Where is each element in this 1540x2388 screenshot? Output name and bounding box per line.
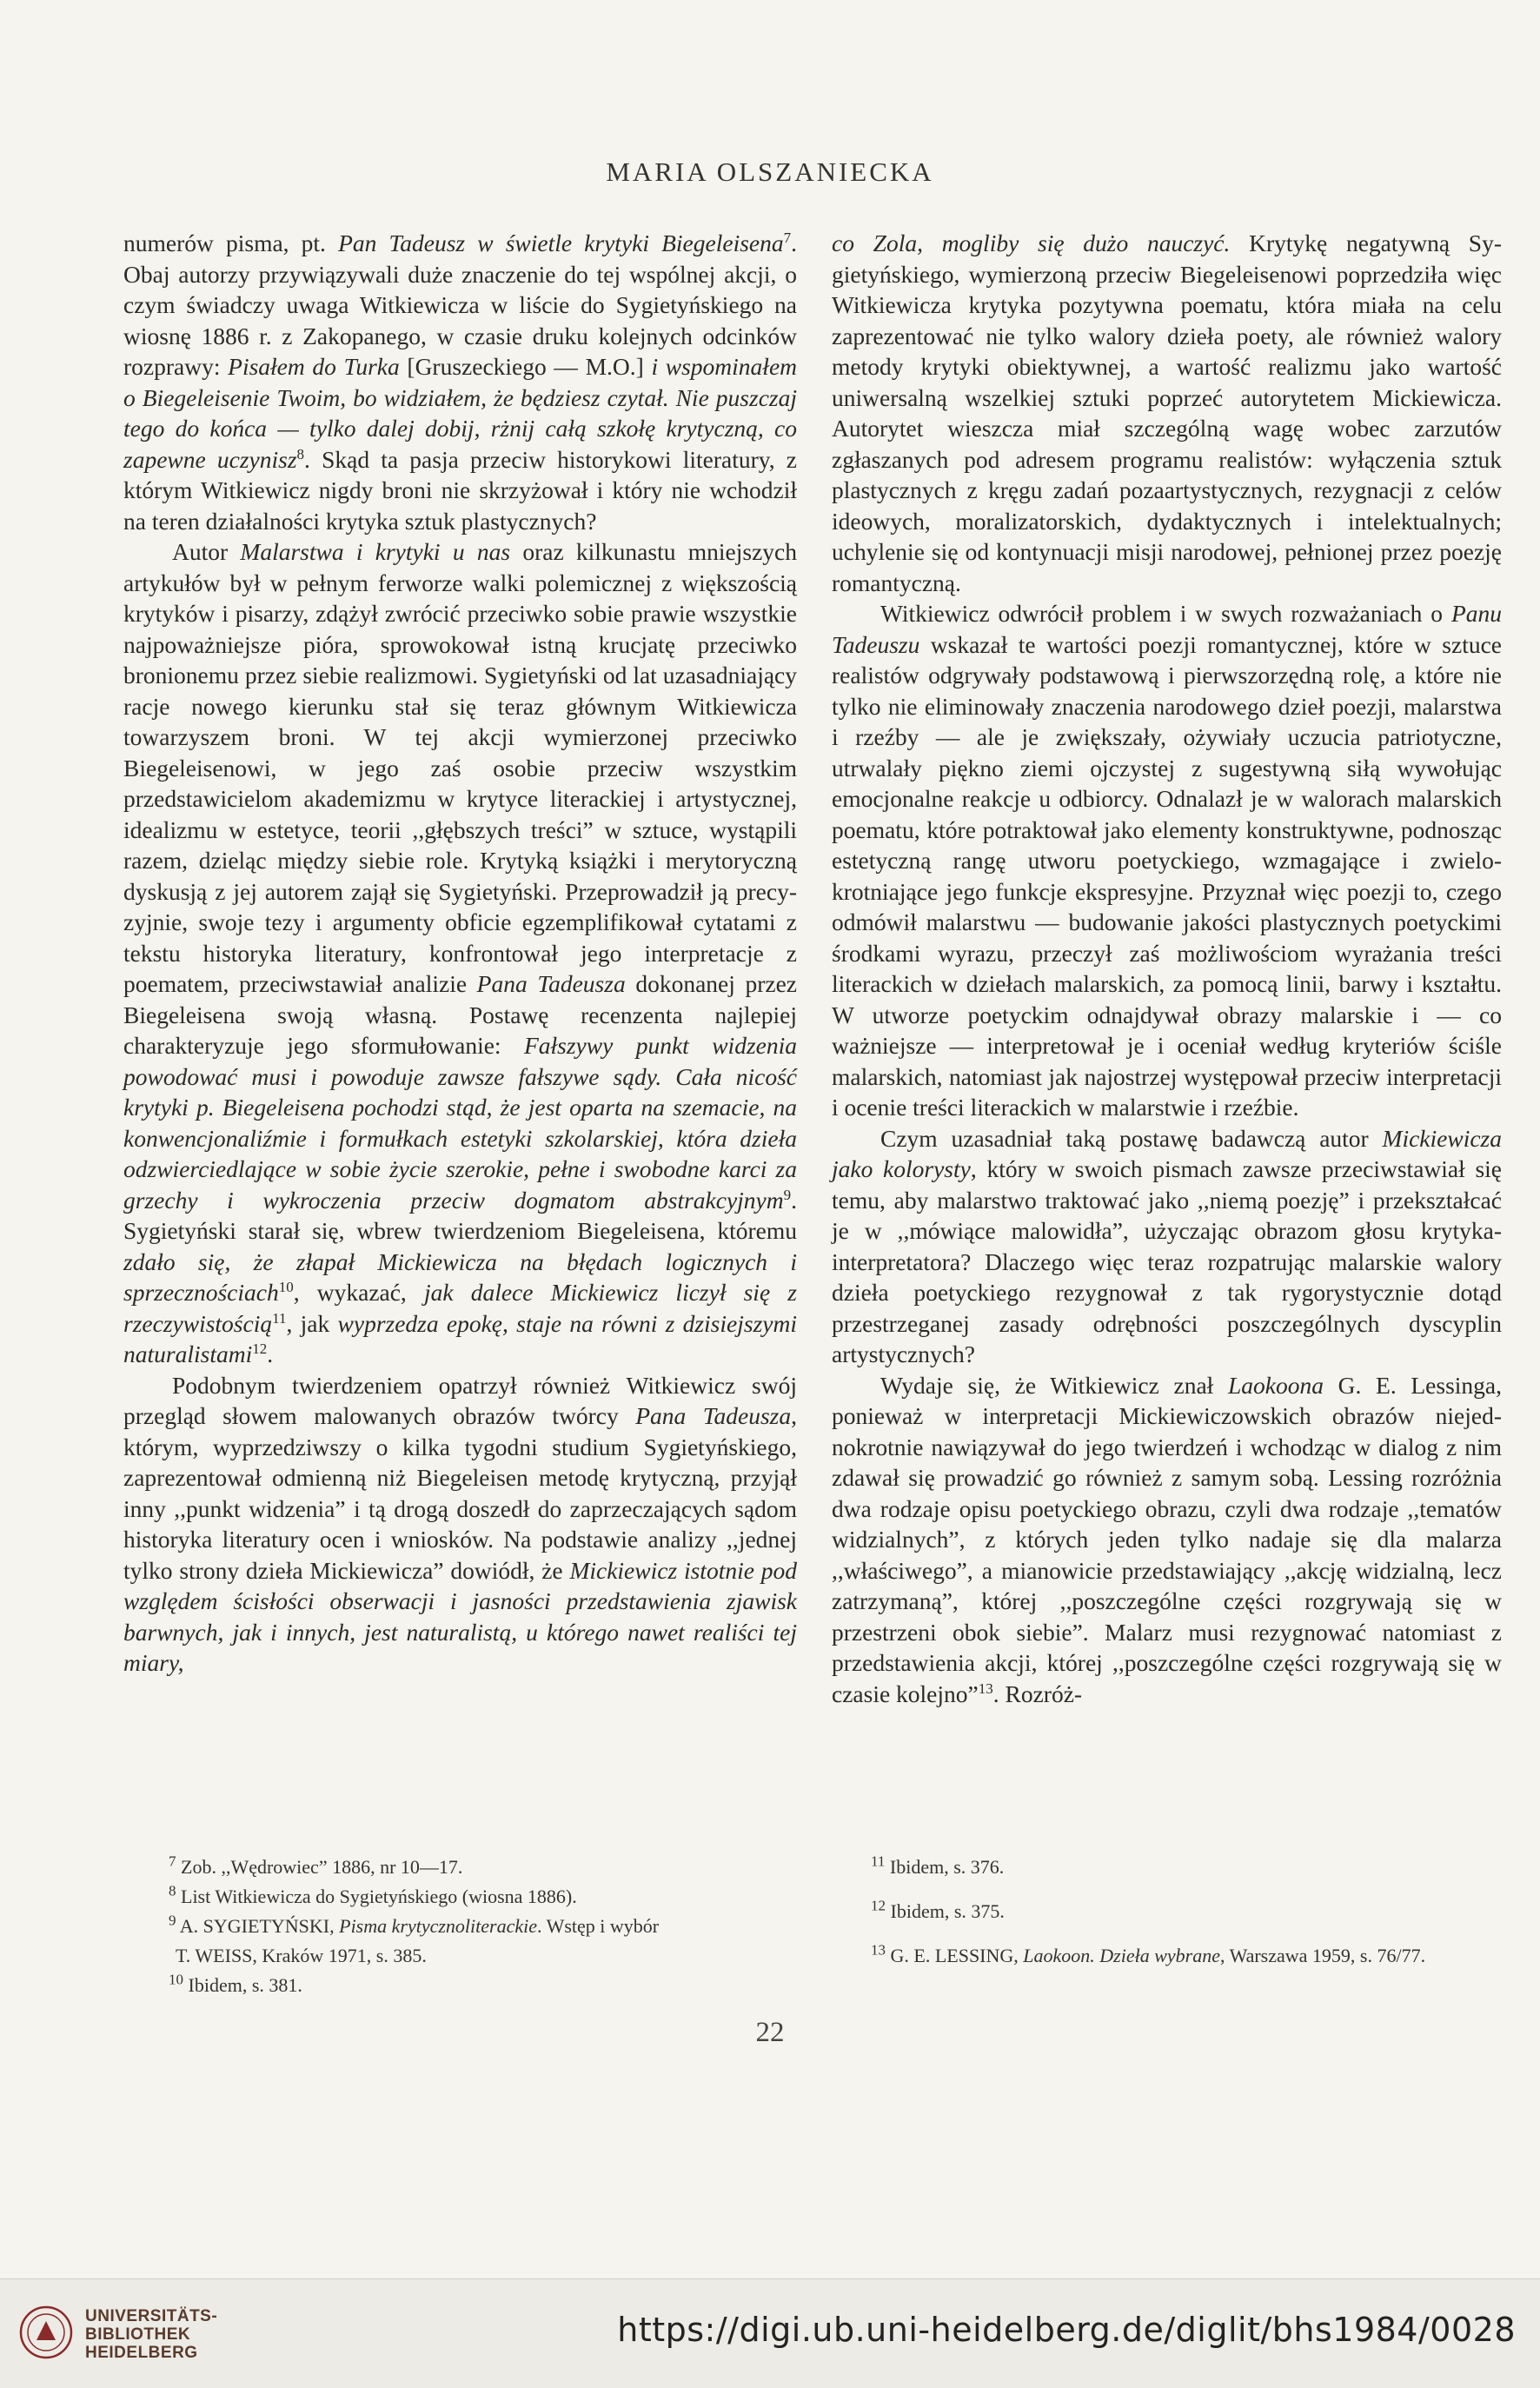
paragraph: co Zola, mogliby się dużo nauczyć. Krytykę negatywną Sygietyńskiego, wymierzoną przeciw Biegeleisenowi poprzedziła więc Witkiewicza krytyka pozytywna poematu, która miała na celu zaprezentować nie tylko walory dzieła poety, ale również walory metody krytyki obiektywnej, a wartość realizmu jako wartość uniwersalną wszelkiej sztuki poprzeć autorytetem Mickiewicza. Autorytet wieszcza miał szczególną wagę wobec zarzutów zgłaszanych pod adresem programu realistów: wyłączenia sztuk plastycznych z kręgu zadań pozaartystycznych, rezygnacji z celów ideowych, moralizatorskich, dydaktycznych i intelektualnych; uchylenie się od kontynuacji misji narodowej, pełnionej przez poezję romantyczną.	[832, 229, 1502, 596]
footnotes-left	[123, 1854, 784, 2002]
footnote: T. WEISS, Kraków 1971, s. 385.	[176, 1945, 427, 1966]
paragraph: Czym uzasadniał taką postawę badawczą autor Mickiewicza jako kolorysty, który w swoich pismach zawsze przeciwstawiał się temu, aby malarstwo traktować jako ,,niemą poezję” i przekształcać je w ,,mówiące malowidła”, użyczając obrazom głosu krytyka-interpretatora? Dlaczego więc teraz rozpatrując malarskie walory dzieła poetyckiego rezygnował z tak rygorystycznie dotąd przestrzeganej zasady odrębności poszczególnych dyscyplin artystycznych?	[832, 1124, 1502, 1367]
footnote: $^9$ A. SYGIETYŃSKI, Pisma krytycznoliterackie. Wstęp i wybór	[169, 1912, 660, 1937]
footnote: $^{12}$ Ibidem, s. 375.	[871, 1897, 1005, 1922]
library-name	[85, 2307, 217, 2362]
footnote: $^7$ Zob. ,,Wędrowiec” 1886, nr 10—17.	[169, 1853, 463, 1878]
right-column	[832, 228, 1502, 1709]
footnote: $^{13}$ G. E. LESSING, Laokoon. Dzieła wybrane, Warszawa 1959, s. 76/77.	[871, 1941, 1426, 1966]
paragraph: Podobnym twierdzeniem opatrzył również Witkiewicz swój przegląd słowem malowanych obrazów twórcy Pana Tadeusza, którym, wyprzedziwszy o kilka tygodni studium Sygietyńskiego, zaprezentował odmienną niż Biegeleisen metodę krytyczną, przyjął inny ,,punkt widzenia” i tą drogą doszedł do zaprzeczających sądom historyka literatury ocen i wniosków. Na podstawie analizy ,,jednej tylko strony dzieła Mickiewicza” dowiódł, że Mickiewicz istotnie pod względem ścisłości obserwacji i jasności przedstawienia zjawisk barwnych, jak i innych, jest naturalistą, u którego nawet realiści tej miary,	[123, 1371, 797, 1676]
paragraph: numerów pisma, pt. Pan Tadeusz w świetle krytyki Biegeleisena$^7$. Obaj autorzy przywiązywali duże znaczenie do tej wspólnej akcji, o czym świadczy uwaga Witkiewicza w liście do Sygietyńskiego na wiosnę 1886 r. z Zakopanego, w czasie druku kolejnych odcinków rozprawy: Pisałem do Turka [Gruszeckiego — M.O.] i wspominałem o Biegeleisenie Twoim, bo widziałem, że będziesz czytał. Nie puszczaj tego do końca — tylko dalej dobij, rżnij całą szkołę krytyczną, co zapewne uczynisz$^8$. Skąd ta pasja przeciw historykowi literatury, z którym Witkiewicz nigdy broni nie skrzyżował i który nie wchodził na teren działalności krytyka sztuk plastycznych?	[123, 229, 798, 535]
page-number: 22	[755, 2017, 785, 2048]
footnote: $^{11}$ Ibidem, s. 376.	[871, 1853, 1005, 1878]
permalink-url[interactable]: https://digi.ub.uni-heidelberg.de/diglit/bhs1984/0028	[617, 2311, 1516, 2349]
seal-icon	[19, 2305, 73, 2364]
library-name-line: BIBLIOTHEK	[85, 2325, 191, 2344]
viewer-footer	[0, 2278, 1540, 2388]
running-header: MARIA OLSZANIECKA	[606, 156, 934, 187]
footnotes-right	[871, 1853, 1495, 1987]
footnote: $^8$ List Witkiewicza do Sygietyńskiego (wiosna 1886).	[169, 1882, 577, 1907]
library-name-line: UNIVERSITÄTS-	[85, 2307, 218, 2325]
paragraph: Wydaje się, że Witkiewicz znał Laokoona G. E. Lessinga, ponieważ w interpretacji Mickiewiczowskich obrazów niejednokrotnie nawiązywał do jego twierdzeń i wchodząc w dialog z nim zdawał się prowadzić go również z samym sobą. Lessing rozróżnia dwa rodzaje opisu poetyckiego obrazu, czyli dwa rodzaje ,,tematów widzialnych”, z których jeden tylko nadaje się dla malarza ,,właściwego”, a mianowicie przedstawiający ,,akcję widzialną, lecz zatrzymaną”, której ,,poszczególne części rozgrywają się w przestrzeni obok siebie”. Malarz musi rezygnować natomiast z przedstawienia akcji, której ,,poszczególne części rozgrywają się w czasie kolejno”$^{13}$. Rozróż-	[832, 1371, 1502, 1707]
library-logo[interactable]	[19, 2305, 217, 2364]
footnote: $^{10}$ Ibidem, s. 381.	[169, 1971, 302, 1996]
left-column	[123, 228, 797, 1679]
paragraph: Autor Malarstwa i krytyki u nas oraz kilkunastu mniejszych artykułów był w pełnym ferworze walki polemicznej z większością krytyków i pisarzy, zdążył zwrócić przeciwko sobie prawie wszystkie najpoważniejsze pióra, sprowokował istną krucjatę przeciwko bronionemu przez siebie realizmowi. Sygietyński od lat uzasadniający racje nowego kierunku stał się teraz głównym Witkiewicza towarzyszem broni. W tej akcji wymierzonej przeciwko Biegeleisenowi, w jego zaś osobie przeciw wszystkim przedstawicielom akademizmu w krytyce literackiej i artystycznej, idealizmu w estetyce, teorii ,,głębszych treści” w sztuce, wystąpili razem, dzieląc między siebie role. Krytyką książki i merytoryczną dyskusją z jej autorem zajął się Sygietyński. Przeprowadził ją precyzyjnie, swoje tezy i argumenty obficie egzemplifikował cytatami z tekstu historyka literatury, konfrontował jego interpretacje z poematem, przeciwstawiał analizie Pana Tadeusza dokonanej przez Biegeleisena swoją własną. Postawę recenzenta najlepiej charakteryzuje jego sformułowanie: Fałszywy punkt widzenia powodować musi i powoduje zawsze fałszywe sądy. Cała nicość krytyki p. Biegeleisena pochodzi stąd, że jest oparta na szemacie, na konwencjonaliźmie i formułkach estetyki szkolarskiej, która dzieła odzwierciedlające w sobie życie szerokie, pełne i swobodne karci za grzechy i wykroczenia przeciw dogmatom abstrakcyjnym$^9$. Sygietyński starał się, wbrew twierdzeniom Biegeleisena, któremu zdało się, że złapał Mickiewicza na błędach logicznych i sprzecznościach$^{10}$, wykazać, jak dalece Mickiewicz liczył się z rzeczywistością$^{11}$, jak wyprzedza epokę, staje na równi z dzisiejszymi naturalistami$^{12}$.	[123, 538, 797, 1367]
library-name-line: HEIDELBERG	[85, 2344, 198, 2362]
paragraph: Witkiewicz odwrócił problem i w swych rozważaniach o Panu Tadeuszu wskazał te wartości poezji romantycznej, które w sztuce realistów odgrywały podstawową i pierwszorzędną rolę, a które nie tylko nie eliminowały znaczenia narodowego dzieł poezji, malarstwa i rzeźby — ale je zwiększały, ożywiały uczucia patriotyczne, utrwalały piękno ziemi ojczystej z sugestywną siłą wywołując emocjonalne reakcje u odbiorcy. Odnalazł je w walorach malarskich poematu, które potraktował jako elementy konstruktywne, podnosząc estetyczną rangę utworu poetyckiego, wzmagające i zwielokrotniające jego funkcje ekspresyjne. Przyznał więc poezji to, czego odmówił malarstwu — budowanie jakości plastycznych poetyckimi środkami wyrazu, przeczył zaś możliwościom wyrażania treści literackich w dziełach malarskich, za pomocą linii, barwy i kształtu. W utworze poetyckim odnajdywał obrazy malarskie i — co ważniejsze — interpretował je i oceniał według kryteriów ściśle malarskich, natomiast jak najostrzej występował przeciw interpretacji i ocenie treści literackich w malarstwie i rzeźbie.	[832, 600, 1502, 1121]
